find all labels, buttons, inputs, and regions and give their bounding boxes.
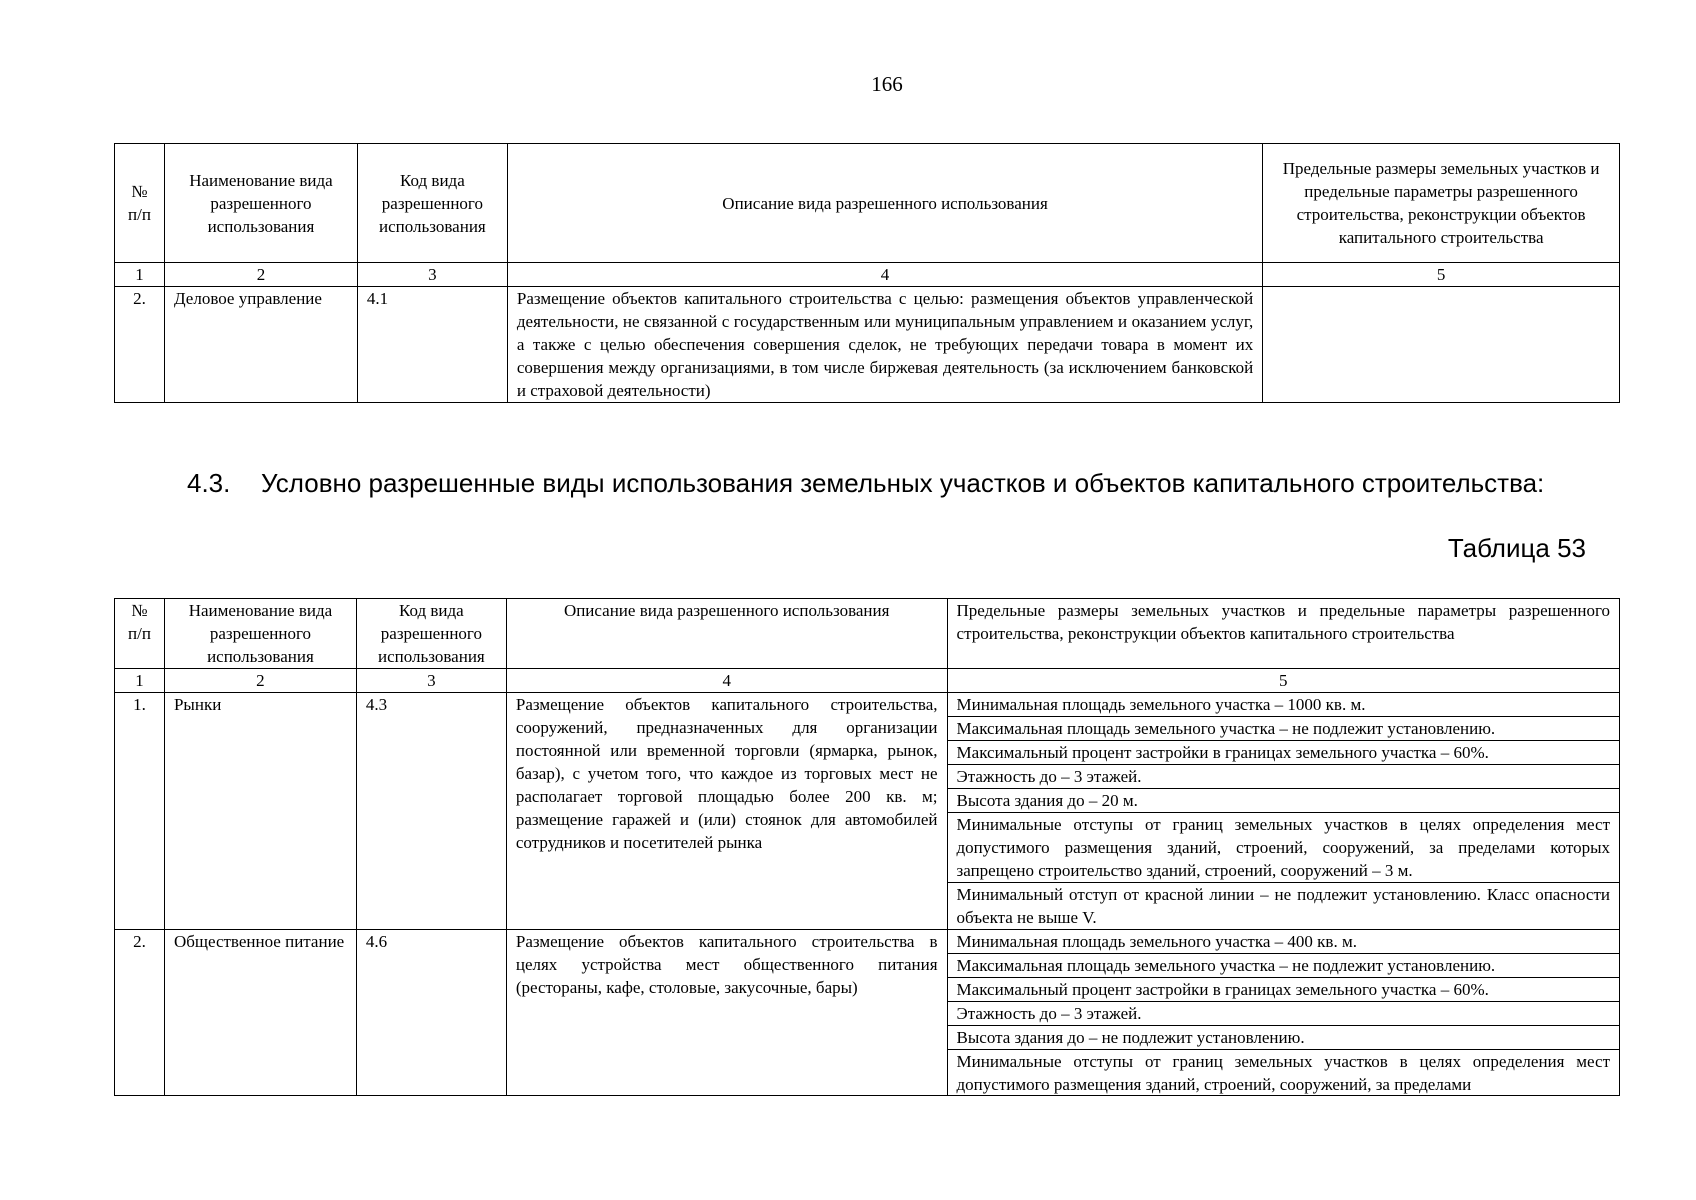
row-number: 1.	[115, 693, 165, 930]
row-name: Общественное питание	[164, 930, 356, 1096]
top-table	[114, 143, 1620, 403]
row-code: 4.3	[356, 693, 506, 930]
param-line: Минимальный отступ от красной линии – не подлежит установлению. Класс опасности объекта не выше V.	[956, 885, 1610, 927]
param-line: Этажность до – 3 этажей.	[948, 1002, 1619, 1026]
param-line: Максимальный процент застройки в границах земельного участка – 60%.	[948, 741, 1619, 765]
col-header-description: Описание вида разрешенного использования	[506, 599, 947, 669]
table-row	[115, 287, 1620, 403]
table-caption: Таблица 53	[1447, 533, 1586, 563]
param-line: Минимальная площадь земельного участка – 1000 кв. м.	[948, 693, 1619, 717]
col-header-params: Предельные размеры земельных участков и предельные параметры разрешенного строительства, реконструкции объектов капитального строительства	[1263, 144, 1620, 263]
table-53	[114, 598, 1620, 1096]
column-number: 2	[164, 669, 356, 693]
table-row	[115, 693, 1620, 930]
column-number: 3	[357, 263, 507, 287]
column-number: 1	[115, 669, 165, 693]
section-heading	[187, 468, 1544, 499]
table-header-row	[115, 144, 1620, 263]
param-line: Высота здания до – 20 м.	[948, 789, 1619, 813]
row-code: 4.1	[357, 287, 507, 403]
row-description: Размещение объектов капитального строительства в целях устройства мест общественного питания (рестораны, кафе, столовые, закусочные, бары)	[506, 930, 947, 1096]
column-number-row	[115, 669, 1620, 693]
row-number: 2.	[115, 287, 165, 403]
row-code: 4.6	[356, 930, 506, 1096]
table-header-row	[115, 599, 1620, 669]
col-header-description: Описание вида разрешенного использования	[507, 144, 1262, 263]
row-number: 2.	[115, 930, 165, 1096]
section-number: 4.3.	[187, 468, 231, 498]
col-header-name: Наименование вида разрешенного использования	[164, 599, 356, 669]
row-name: Деловое управление	[164, 287, 357, 403]
column-number-row	[115, 263, 1620, 287]
param-line: Этажность до – 3 этажей.	[948, 765, 1619, 789]
param-line: Высота здания до – не подлежит установлению.	[948, 1026, 1619, 1050]
col-header-name: Наименование вида разрешенного использования	[164, 144, 357, 263]
param-line: Минимальные отступы от границ земельных участков в целях определения мест допустимого размещения зданий, строений, сооружений, за пределами которых запрещено строительство зданий, строений, сооружений – 3 м.	[948, 813, 1619, 883]
column-number: 5	[1263, 263, 1620, 287]
column-number: 3	[356, 669, 506, 693]
col-header-number: № п/п	[115, 144, 165, 263]
table-row	[115, 930, 1620, 1096]
column-number: 2	[164, 263, 357, 287]
column-number: 4	[506, 669, 947, 693]
column-number: 4	[507, 263, 1262, 287]
row-params	[947, 930, 1619, 1096]
row-params	[947, 693, 1619, 930]
param-line: Минимальная площадь земельного участка – 400 кв. м.	[948, 930, 1619, 954]
row-description: Размещение объектов капитального строительства с целью: размещения объектов управленческой деятельности, не связанной с государственным или муниципальным управлением и оказанием услуг, а также с целью обеспечения совершения сделок, не требующих передачи товара в момент их совершения между организациями, в том числе биржевая деятельность (за исключением банковской и страховой деятельности)	[507, 287, 1262, 403]
param-line: Максимальная площадь земельного участка – не подлежит установлению.	[948, 717, 1619, 741]
row-description: Размещение объектов капитального строительства, сооружений, предназначенных для организации постоянной или временной торговли (ярмарка, рынок, базар), с учетом того, что каждое из торговых мест не располагает торговой площадью более 200 кв. м; размещение гаражей и (или) стоянок для автомобилей сотрудников и посетителей рынка	[506, 693, 947, 930]
param-line: Максимальная площадь земельного участка – не подлежит установлению.	[948, 954, 1619, 978]
param-line: Максимальный процент застройки в границах земельного участка – 60%.	[948, 978, 1619, 1002]
row-params	[1263, 287, 1620, 403]
column-number: 1	[115, 263, 165, 287]
col-header-number: № п/п	[115, 599, 165, 669]
col-header-code: Код вида разрешенного использования	[356, 599, 506, 669]
col-header-params: Предельные размеры земельных участков и предельные параметры разрешенного строительства, реконструкции объектов капитального строительства	[947, 599, 1619, 669]
section-title: Условно разрешенные виды использования земельных участков и объектов капитального строительства:	[261, 468, 1545, 498]
column-number: 5	[947, 669, 1619, 693]
row-name: Рынки	[164, 693, 356, 930]
param-line: Минимальные отступы от границ земельных участков в целях определения мест допустимого размещения зданий, строений, сооружений, за пределами	[956, 1052, 1610, 1094]
col-header-code: Код вида разрешенного использования	[357, 144, 507, 263]
page-number: 166	[871, 72, 903, 96]
